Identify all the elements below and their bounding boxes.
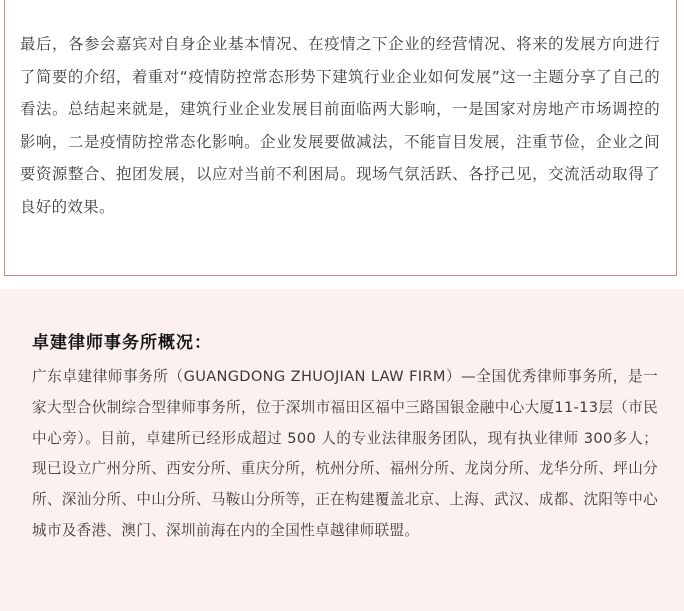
firm-overview-paragraph: 广东卓建律师事务所（GUANGDONG ZHUOJIAN LAW FIRM）—全国优秀律师事务所，是一家大型合伙制综合型律师事务所，位于深圳市福田区福中三路国银金融中心大厦11-13层（市民中心旁）。目前，卓建所已经形成超过 500 人的专业法律服务团队，现有执业律师 300多人；现已设立广州分所、西安分所、重庆分所，杭州分所、福州分所、龙岗分所、龙华分所、坪山分所、深汕分所、中山分所、马鞍山分所等，正在构建覆盖北京、上海、武汉、成都、沈阳等中心城市及香港、澳门、深圳前海在内的全国性卓越律师联盟。 xyxy=(32,368,658,539)
firm-overview-title: 卓建律师事务所概况： xyxy=(32,333,212,353)
summary-paragraph: 最后，各参会嘉宾对自身企业基本情况、在疫情之下企业的经营情况、将来的发展方向进行了简要的介绍，着重对“疫情防控常态形势下建筑行业企业如何发展”这一主题分享了自己的看法。总结起来就是，建筑行业企业发展目前面临两大影响，一是国家对房地产市场调控的影响，二是疫情防控常态化影响。企业发展要做减法，不能盲目发展，注重节俭，企业之间要资源整合、抱团发展，以应对当前不利困局。现场气氛活跃、各抒己见，交流活动取得了良好的效果。 xyxy=(20,35,660,216)
